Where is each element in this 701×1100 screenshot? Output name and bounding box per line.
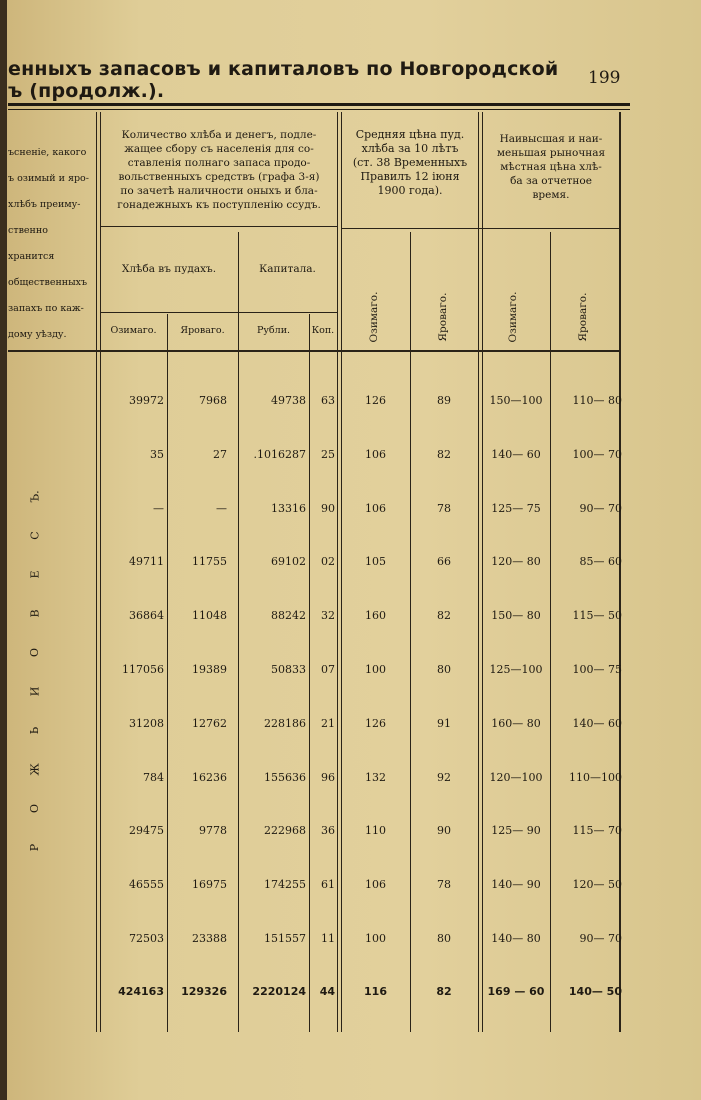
table-cell: 69102 [271, 555, 306, 568]
table-cell: 228186 [264, 717, 306, 730]
table-cell: 100 [365, 932, 386, 945]
table-cell: 16236 [192, 771, 227, 784]
table-cell: 80 [437, 663, 451, 676]
group3-header: Наивысшая и наи- меньшая рыночная мѣстная цѣна хлѣ- ба за отчетное время. [496, 133, 606, 201]
header-bottom-line [8, 350, 619, 352]
side-label-letter: Р [28, 843, 42, 852]
table-cell: 140— 60 [572, 717, 622, 730]
table-cell: 169 — 60 [487, 985, 545, 998]
side-label-letter: Е [28, 570, 42, 579]
table-cell: 66 [437, 555, 451, 568]
table-cell: 92 [437, 771, 451, 784]
table-cell: 140— 90 [491, 878, 541, 891]
table-cell: 132 [365, 771, 386, 784]
title-rule [8, 103, 630, 106]
table-cell: 13316 [271, 502, 306, 515]
table-cell: 106 [365, 878, 386, 891]
col-spring-header: Яроваго. [180, 325, 225, 336]
header-line [341, 228, 619, 229]
title-rule-thin [8, 109, 630, 110]
table-cell: 90— 70 [579, 932, 622, 945]
col-line [341, 112, 342, 1032]
table-cell: 31208 [129, 717, 164, 730]
table-cell: 82 [437, 609, 451, 622]
side-label-letter: О [28, 803, 42, 814]
table-cell: 424163 [118, 985, 164, 998]
col-line [550, 232, 551, 1032]
table-cell: 72503 [129, 932, 164, 945]
table-cell: 222968 [264, 824, 306, 837]
table-cell: 125— 75 [491, 502, 541, 515]
table-cell: 78 [437, 878, 451, 891]
table-cell: 90 [321, 502, 335, 515]
table-cell: 96 [321, 771, 335, 784]
table-cell: 61 [321, 878, 335, 891]
sub-grain-header: Хлѣба въ пудахъ. [121, 263, 217, 275]
table-cell: 117056 [122, 663, 164, 676]
table-cell: 106 [365, 448, 386, 461]
group2-header: Средняя цѣна пуд. хлѣба за 10 лѣтъ (ст. 38 Временныхъ Правилъ 12 іюня 1900 года). [352, 128, 468, 197]
table-cell: 23388 [192, 932, 227, 945]
side-label-letter: Ь [28, 726, 42, 735]
table-cell: 100 [365, 663, 386, 676]
table-cell: 50833 [271, 663, 306, 676]
table-cell: 120—100 [489, 771, 543, 784]
table-cell: 140— 50 [568, 985, 622, 998]
col-line [482, 112, 483, 1032]
book-spine [0, 0, 7, 1100]
rot-winter-header-g2: Озимаго. [368, 291, 380, 343]
table-cell: 91 [437, 717, 451, 730]
table-cell: 49711 [129, 555, 164, 568]
table-cell: 151557 [264, 932, 306, 945]
table-cell: .1016287 [253, 448, 306, 461]
table-cell: 39972 [129, 394, 164, 407]
table-cell: 88242 [271, 609, 306, 622]
table-cell: 02 [321, 555, 335, 568]
col-line [410, 232, 411, 1032]
side-label-letter: И [28, 686, 42, 697]
table-cell: 85— 60 [579, 555, 622, 568]
col-kop-header: Коп. [311, 325, 335, 336]
table-cell: 110—100 [569, 771, 622, 784]
table-cell: 120— 50 [572, 878, 622, 891]
table-cell: 63 [321, 394, 335, 407]
side-label-letter: О [28, 647, 42, 658]
header-line [100, 226, 337, 227]
table-cell: 11048 [192, 609, 227, 622]
page-title: енныхъ запасовъ и капиталовъ по Новгородской ъ (продолж.). [8, 58, 559, 102]
table-cell: 19389 [192, 663, 227, 676]
table-cell: 82 [437, 448, 451, 461]
header-line [100, 312, 337, 313]
table-cell: 80 [437, 932, 451, 945]
group1-header: Количество хлѣба и денегъ, подле- жащее сбору съ населенія для со- ставленія полнаго запаса продо- вольственныхъ средствъ (графа 3-я) по зачетѣ наличности оныхъ и бла- гонадежныхъ къ поступленію ссудъ. [117, 129, 321, 211]
table-cell: 90— 70 [579, 502, 622, 515]
table-cell: 784 [143, 771, 164, 784]
table-cell: 89 [437, 394, 451, 407]
col0-header: ъсненіе, какого ъ озимый и яро- хлѣбъ преиму- ственно хранится общественныхъ запахъ по каж- дому уѣзду. [8, 147, 89, 340]
table-cell: 150—100 [489, 394, 543, 407]
table-cell: 78 [437, 502, 451, 515]
table-cell: 35 [150, 448, 164, 461]
table-cell: 49738 [271, 394, 306, 407]
table-cell: 36864 [129, 609, 164, 622]
table-cell: 125—100 [489, 663, 543, 676]
table-cell: 11 [321, 932, 335, 945]
table-cell: 9778 [199, 824, 227, 837]
table-cell: 100— 70 [572, 448, 622, 461]
table-cell: 115— 70 [572, 824, 622, 837]
table-cell: 32 [321, 609, 335, 622]
table-cell: 16975 [192, 878, 227, 891]
side-label [28, 490, 42, 890]
rot-spring-header-g2: Яроваго. [437, 292, 449, 342]
table-cell: 150— 80 [491, 609, 541, 622]
table-cell: 36 [321, 824, 335, 837]
table-cell: 125— 90 [491, 824, 541, 837]
side-label-letter: С [28, 531, 42, 540]
table-cell: 126 [365, 394, 386, 407]
table-cell: — [153, 502, 164, 515]
table-cell: 90 [437, 824, 451, 837]
table-cell: 100— 75 [572, 663, 622, 676]
table-cell: 110 [365, 824, 386, 837]
table-cell: 11755 [192, 555, 227, 568]
table-cell: 126 [365, 717, 386, 730]
rot-winter-header-g3: Озимаго. [507, 291, 519, 343]
table-cell: 115— 50 [572, 609, 622, 622]
table-cell: 12762 [192, 717, 227, 730]
side-label-letter: Ж [28, 763, 42, 776]
col-winter-header: Озимаго. [110, 325, 157, 336]
table-cell: 07 [321, 663, 335, 676]
col-line [100, 112, 101, 1032]
table-cell: 140— 80 [491, 932, 541, 945]
table-cell: 44 [319, 985, 335, 998]
page-number: 199 [588, 68, 621, 88]
table-cell: 140— 60 [491, 448, 541, 461]
col-line [478, 112, 479, 1032]
table-cell: 7968 [199, 394, 227, 407]
table-cell: 129326 [181, 985, 227, 998]
col-line [619, 112, 621, 1032]
table-cell: 21 [321, 717, 335, 730]
table-cell: 2220124 [252, 985, 306, 998]
col-line [337, 112, 338, 1032]
table-cell: 160 [365, 609, 386, 622]
table-cell: 27 [213, 448, 227, 461]
table-cell: 82 [436, 985, 452, 998]
table-cell: 160— 80 [491, 717, 541, 730]
sub-capital-header: Капитала. [259, 263, 316, 275]
table-cell: 120— 80 [491, 555, 541, 568]
table-cell: 25 [321, 448, 335, 461]
table-cell: 110— 80 [572, 394, 622, 407]
table-cell: 106 [365, 502, 386, 515]
table-cell: 174255 [264, 878, 306, 891]
rot-spring-header-g3: Яроваго. [577, 292, 589, 342]
table-cell: 116 [364, 985, 387, 998]
table-cell: 46555 [129, 878, 164, 891]
table-cell: 29475 [129, 824, 164, 837]
table-cell: 105 [365, 555, 386, 568]
side-label-letter: В [28, 609, 42, 618]
col-line [238, 232, 239, 1032]
table-cell: 155636 [264, 771, 306, 784]
col-line [96, 112, 97, 1032]
side-label-letter: Ъ. [28, 490, 42, 503]
table-cell: — [216, 502, 227, 515]
col-rubles-header: Рубли. [256, 325, 291, 336]
